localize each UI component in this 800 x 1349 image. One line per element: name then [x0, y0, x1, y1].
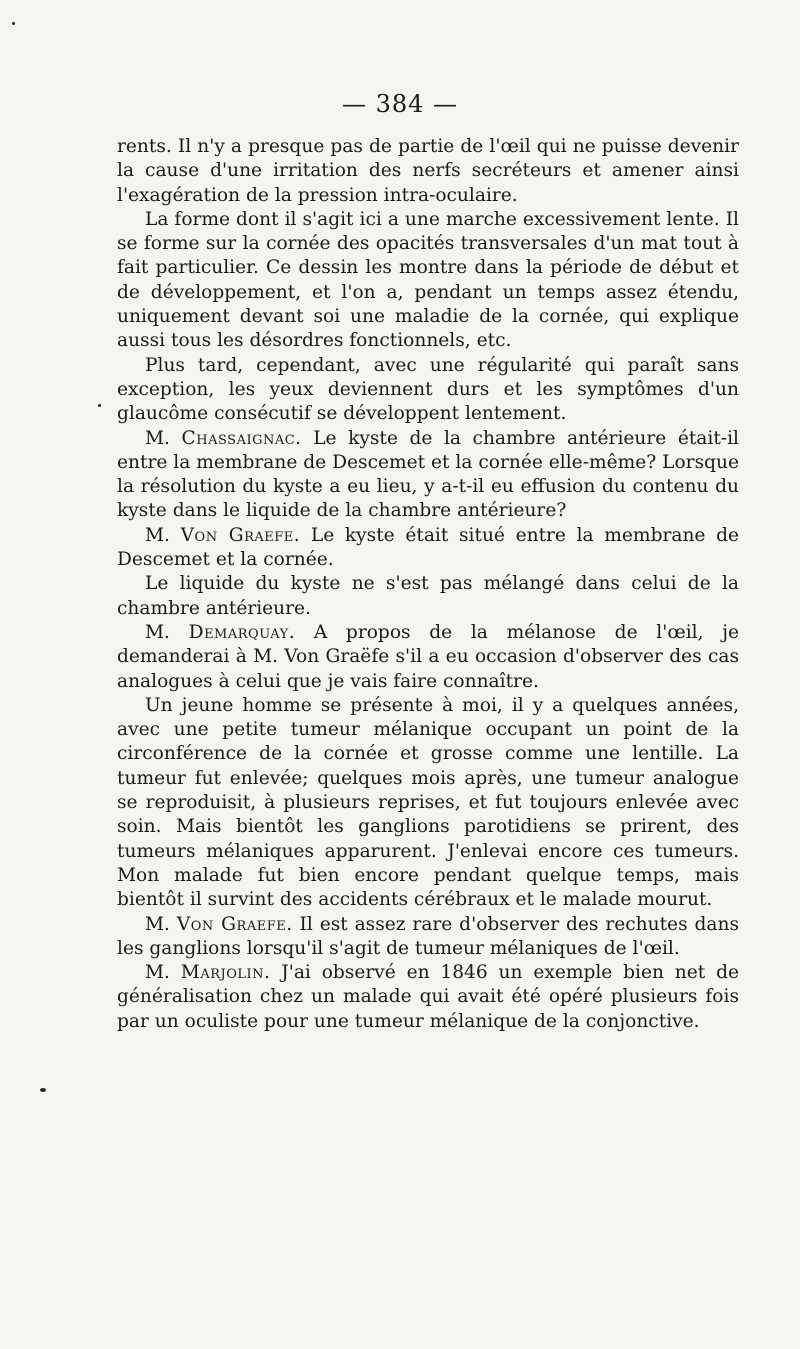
ink-speck: [98, 404, 101, 407]
speaker-title: M.: [145, 913, 170, 935]
paragraph-text: Le kyste était situé entre la membrane de Descemet et la cornée.: [117, 524, 739, 571]
speaker-name: Demarquay.: [188, 621, 296, 643]
paragraph-text: Plus tard, cependant, avec une régularité qui paraît sans exception, les yeux deviennent durs et les symptômes d'un glaucôme consécutif se développent lentement.: [117, 354, 739, 425]
paragraph: [117, 354, 739, 427]
paragraph-text: La forme dont il s'agit ici a une marche excessivement lente. Il se forme sur la cornée des opacités transversales d'un mat tout à fait particulier. Ce dessin les montre dans la période de début et de développement, et l'on a, pendant un temps assez étendu, uniquement devant soi une maladie de la cornée, qui explique aussi tous les désordres fonctionnels, etc.: [117, 208, 739, 352]
paragraph-text: Il est assez rare d'observer des rechutes dans les ganglions lorsqu'il s'agit de tumeur mélaniques de l'œil.: [117, 913, 739, 959]
page-number: — 384 —: [341, 90, 459, 118]
speaker-name: Von Graefe.: [180, 524, 301, 546]
paragraph: [117, 621, 739, 694]
speaker-title: M.: [145, 524, 170, 546]
ink-speck: [40, 1088, 46, 1092]
speaker-title: M.: [145, 427, 170, 449]
paragraph-text: Un jeune homme se présente à moi, il y a quelques années, avec une petite tumeur mélanique occupant un point de la circonférence de la cornée et grosse comme une lentille. La tumeur fut enlevée; quelques mois après, une tumeur analogue se reproduisit, à plusieurs reprises, et fut toujours enlevée avec soin. Mais bientôt les ganglions parotidiens se prirent, des tumeurs mélaniques apparurent. J'enlevai encore ces tumeurs. Mon malade fut bien encore pendant quelque temps, mais bientôt il survint des accidents cérébraux et le malade mourut.: [117, 694, 739, 911]
speaker-title: M.: [145, 621, 170, 643]
speaker-name: Von Graefe.: [176, 913, 293, 935]
speaker-name: Chassaignac.: [181, 427, 302, 449]
paragraph-text: Le liquide du kyste ne s'est pas mélangé dans celui de la chambre antérieure.: [117, 573, 739, 619]
speaker-name: Marjolin.: [180, 962, 271, 984]
body-text: [117, 135, 739, 1034]
paragraph: [117, 427, 739, 524]
speaker-title: M.: [145, 962, 170, 984]
paragraph: [117, 208, 739, 354]
paragraph-text: A propos de la mélanose de l'œil, je demanderai à M. Von Graëfe s'il a eu occasion d'observer des cas analogues à celui que je vais faire connaître.: [117, 621, 739, 692]
paragraph: [117, 913, 739, 962]
paragraph: [117, 572, 739, 621]
ink-speck: [12, 22, 15, 25]
paragraph-text: rents. Il n'y a presque pas de partie de l'œil qui ne puisse devenir la cause d'une irritation des nerfs secréteurs et amener ainsi l'exagération de la pression intra-oculaire.: [117, 136, 739, 206]
paragraph: [117, 694, 739, 913]
paragraph: [117, 961, 739, 1034]
paragraph: [117, 135, 739, 208]
paragraph-text: J'ai observé en 1846 un exemple bien net de généralisation chez un malade qui avait été opéré plusieurs fois par un oculiste pour une tumeur mélanique de la conjonctive.: [117, 962, 739, 1032]
paragraph-text: Le kyste de la chambre antérieure était-il entre la membrane de Descemet et la cornée elle-même? Lorsque la résolution du kyste a eu lieu, y a-t-il eu effusion du contenu du kyste dans le liquide de la chambre antérieure?: [117, 427, 739, 522]
paragraph: [117, 524, 739, 573]
